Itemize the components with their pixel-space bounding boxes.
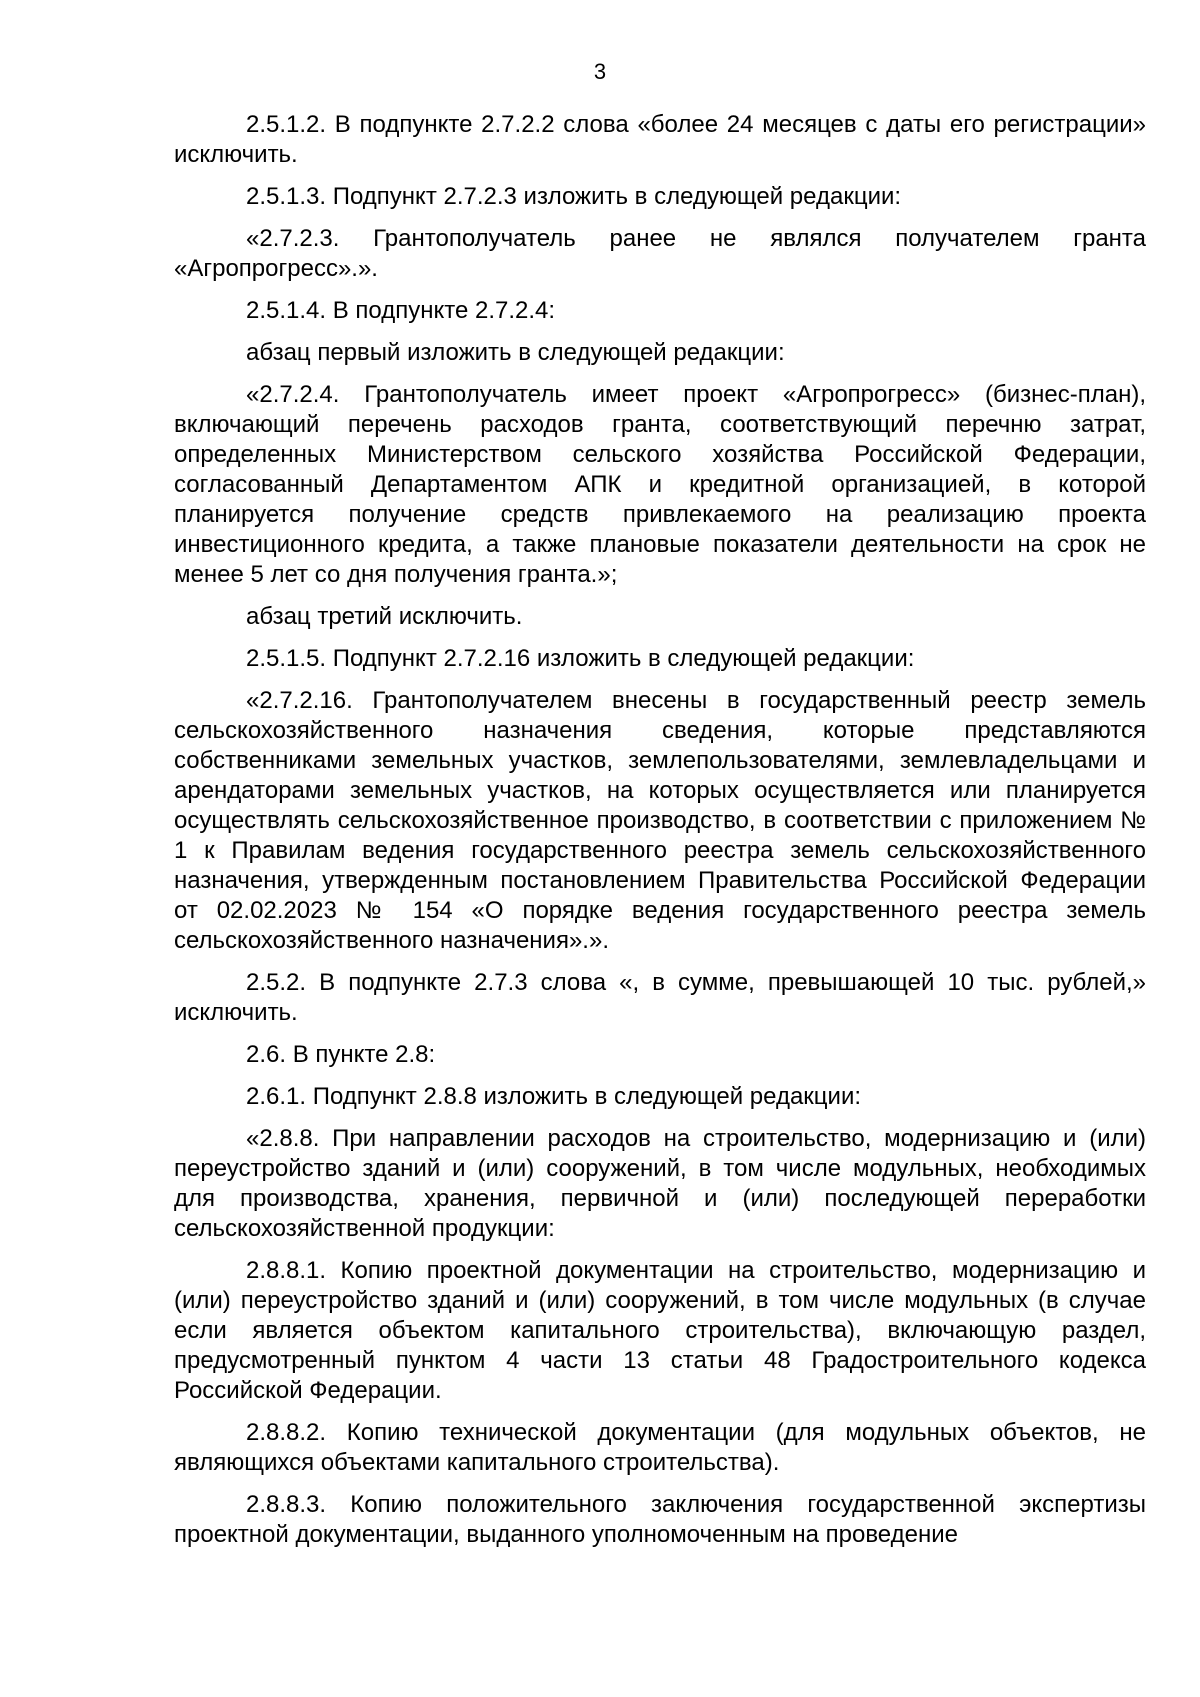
paragraph-third-abzac: абзац третий исключить. bbox=[246, 603, 523, 630]
paragraph-2-8-8-3: 2.8.8.3. Копию положительного заключения государственной экспертизы проектной документации, выданного уполномоченным на проведение bbox=[174, 1491, 1146, 1548]
paragraph-2-5-1-5: 2.5.1.5. Подпункт 2.7.2.16 изложить в следующей редакции: bbox=[246, 645, 915, 672]
paragraph-2-5-1-3: 2.5.1.3. Подпункт 2.7.2.3 изложить в следующей редакции: bbox=[246, 183, 902, 210]
paragraph-2-6-1: 2.6.1. Подпункт 2.8.8 изложить в следующей редакции: bbox=[246, 1083, 862, 1110]
paragraph-2-8-8-quote: «2.8.8. При направлении расходов на строительство, модернизацию и (или) переустройство зданий и (или) сооружений, в том числе модульных, необходимых для производства, хранения, первичной и (или) последующей переработки сельскохозяйственной продукции: bbox=[174, 1125, 1146, 1242]
paragraph-2-8-8-2: 2.8.8.2. Копию технической документации (для модульных объектов, не являющихся объектами капитального строительства). bbox=[174, 1419, 1146, 1476]
page-number: 3 bbox=[593, 59, 607, 84]
document-body bbox=[174, 110, 1146, 1562]
paragraph-2-7-2-4-quote: «2.7.2.4. Грантополучатель имеет проект «Агропрогресс» (бизнес-план), включающий перечень расходов гранта, соответствующий перечню затрат, определенных Министерством сельского хозяйства Российской Федерации, согласованный Департаментом АПК и кредитной организацией, в которой планируется получение средств привлекаемого на реализацию проекта инвестиционного кредита, а также плановые показатели деятельности на срок не менее 5 лет со дня получения гранта.»; bbox=[174, 381, 1146, 588]
paragraph-first-abzac: абзац первый изложить в следующей редакции: bbox=[246, 339, 785, 366]
paragraph-2-7-2-16-quote: «2.7.2.16. Грантополучателем внесены в государственный реестр земель сельскохозяйственного назначения сведения, которые представляются собственниками земельных участков, землепользователями, землевладельцами и арендаторами земельных участков, на которых осуществляется или планируется осуществлять сельскохозяйственное производство, в соответствии с приложением № 1 к Правилам ведения государственного реестра земель сельскохозяйственного назначения, утвержденным постановлением Правительства Российской Федерации от 02.02.2023 № 154 «О порядке ведения государственного реестра земель сельскохозяйственного назначения».». bbox=[174, 687, 1146, 954]
paragraph-2-5-1-4: 2.5.1.4. В подпункте 2.7.2.4: bbox=[246, 297, 556, 324]
paragraph-2-5-2: 2.5.2. В подпункте 2.7.3 слова «, в сумме, превышающей 10 тыс. рублей,» исключить. bbox=[174, 969, 1146, 1026]
paragraph-2-5-1-2: 2.5.1.2. В подпункте 2.7.2.2 слова «более 24 месяцев с даты его регистрации» исключить. bbox=[174, 111, 1146, 168]
paragraph-2-8-8-1: 2.8.8.1. Копию проектной документации на строительство, модернизацию и (или) переустройство зданий и (или) сооружений, в том числе модульных (в случае если является объектом капитального строительства), включающую раздел, предусмотренный пунктом 4 части 13 статьи 48 Градостроительного кодекса Российской Федерации. bbox=[174, 1257, 1146, 1404]
paragraph-2-7-2-3-quote: «2.7.2.3. Грантополучатель ранее не являлся получателем гранта «Агропрогресс».». bbox=[174, 225, 1146, 282]
paragraph-2-6: 2.6. В пункте 2.8: bbox=[246, 1041, 436, 1068]
